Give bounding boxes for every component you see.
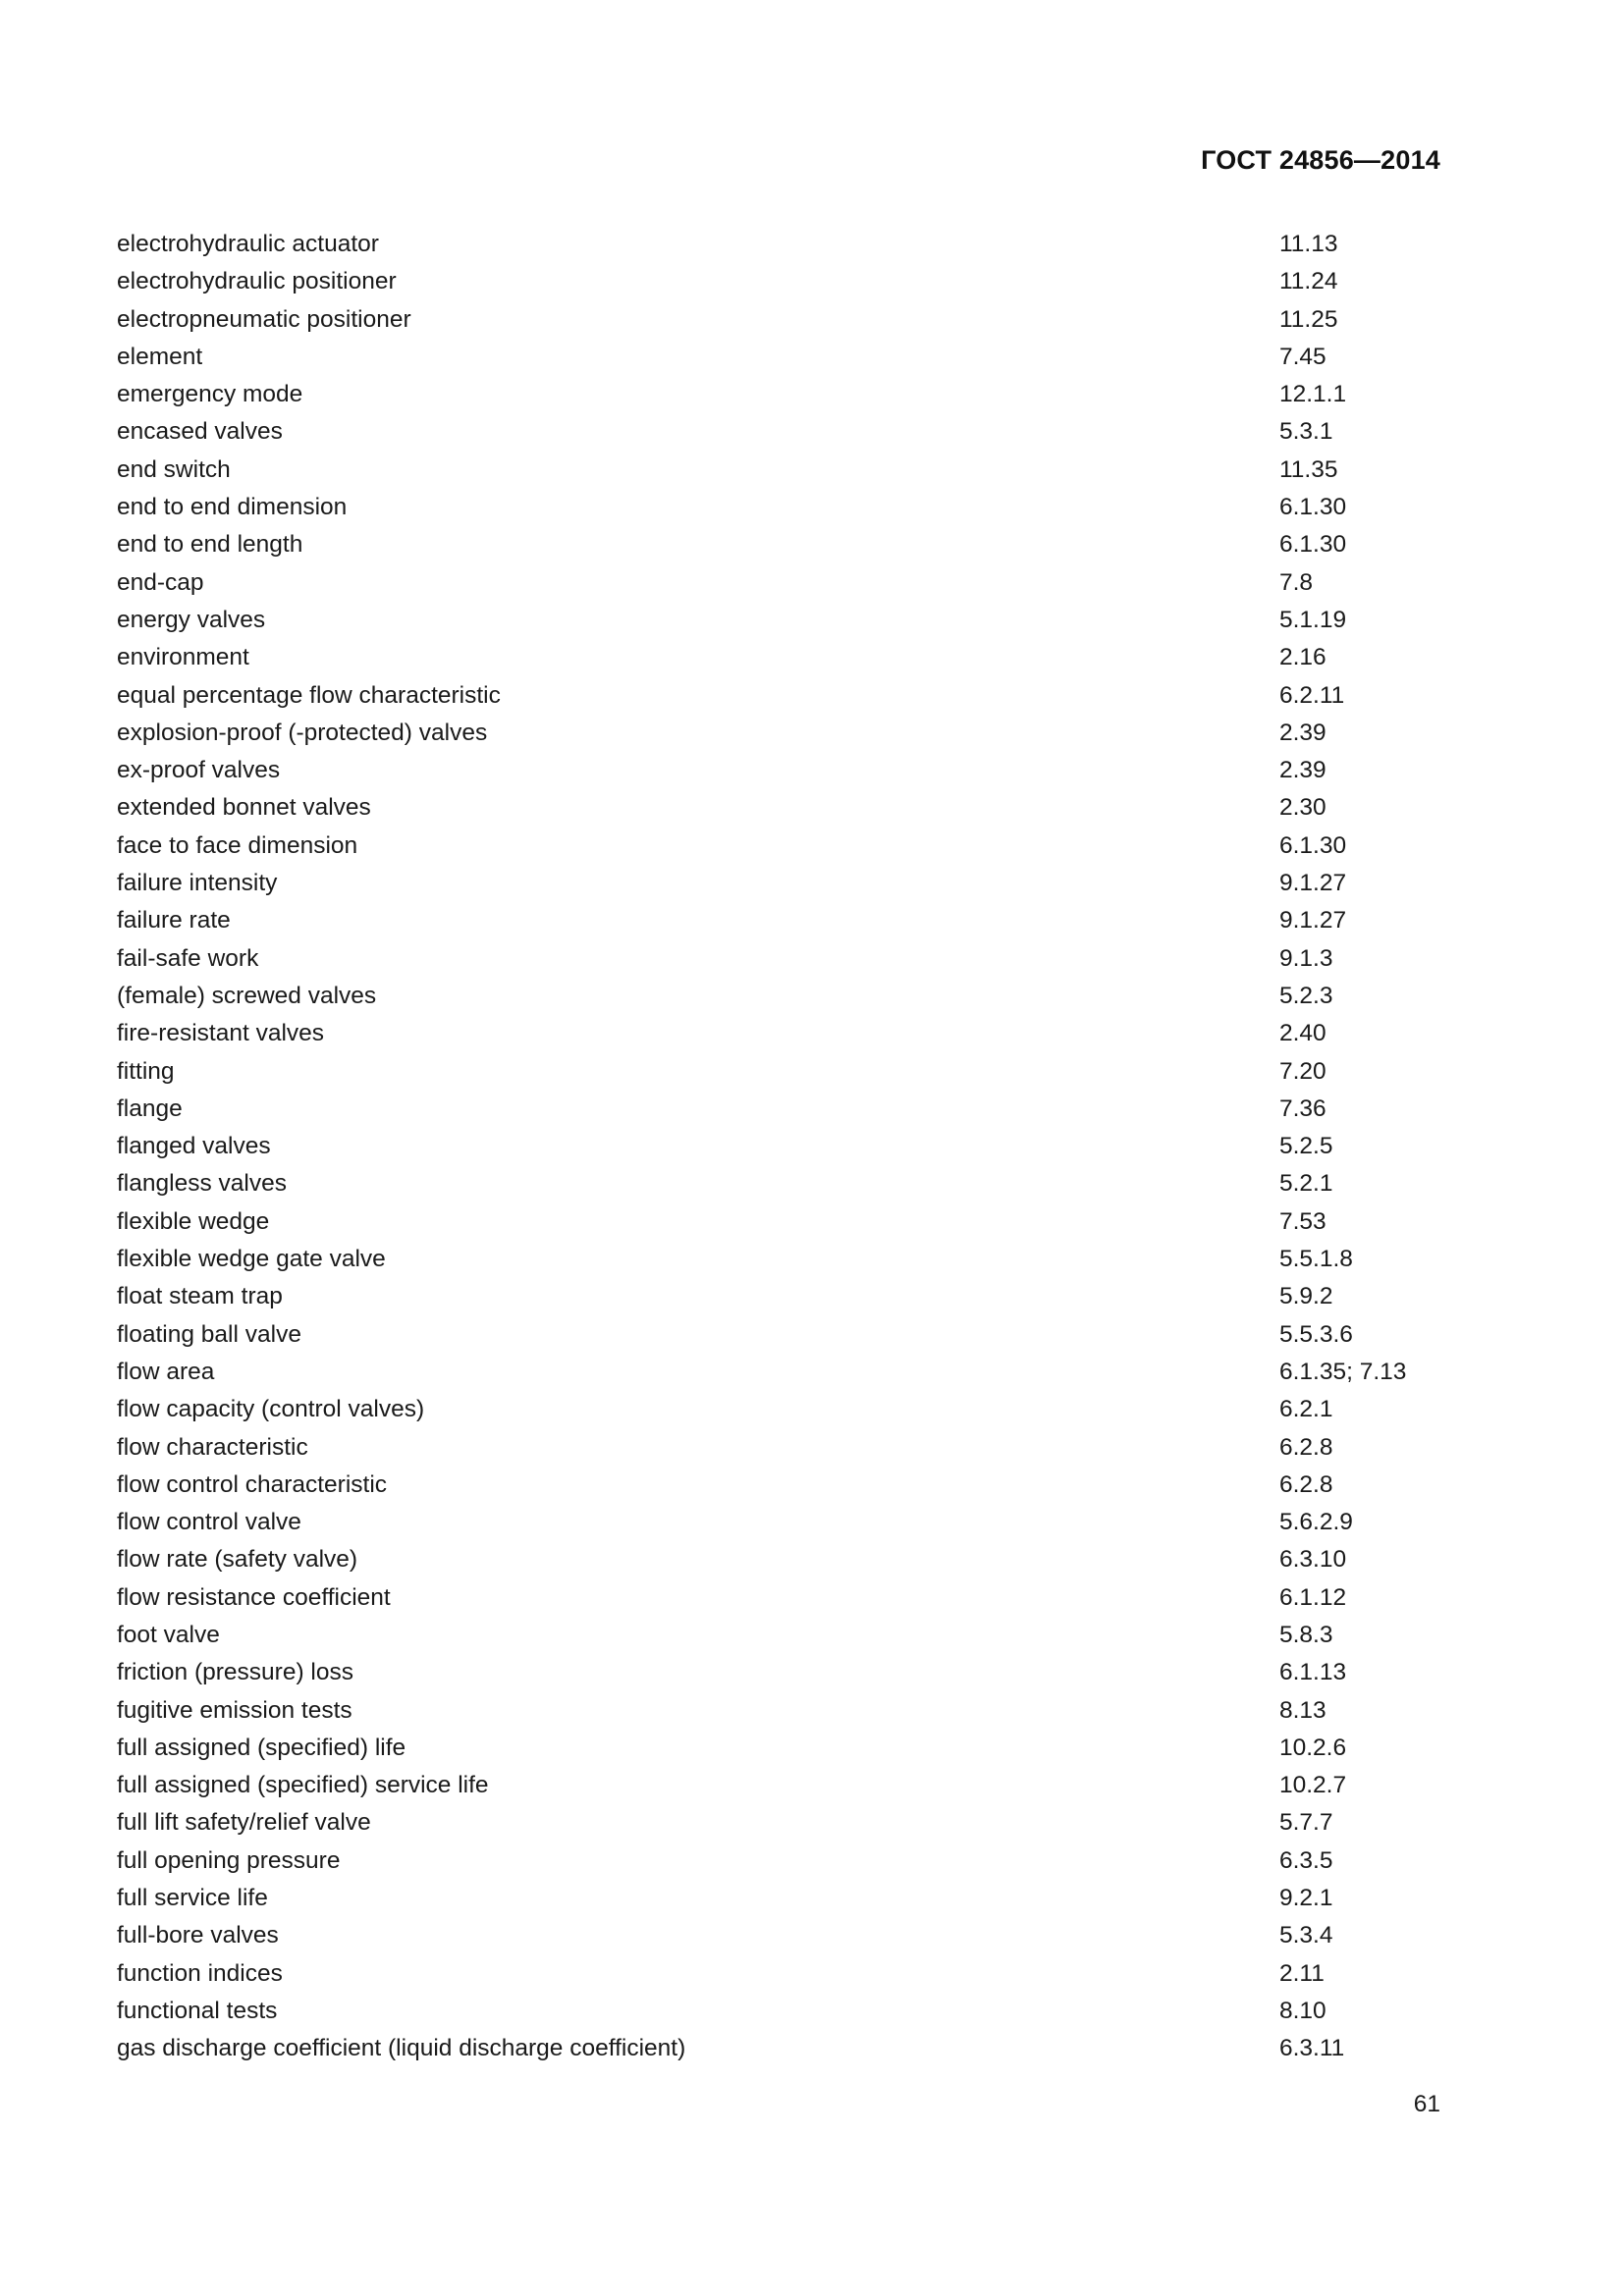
index-entry	[117, 1241, 1452, 1278]
index-term: gas discharge coefficient (liquid discharge coefficient)	[117, 2035, 686, 2062]
index-reference: 6.1.13	[1279, 1659, 1347, 1686]
index-entry	[117, 263, 1452, 300]
index-term: fitting	[117, 1057, 175, 1085]
index-reference: 6.3.11	[1279, 2035, 1345, 2062]
index-entry	[117, 1165, 1452, 1202]
index-reference: 6.1.12	[1279, 1583, 1347, 1611]
index-reference: 11.35	[1279, 455, 1338, 483]
index-entry	[117, 1617, 1452, 1654]
index-reference: 9.1.27	[1279, 870, 1347, 897]
index-term: equal percentage flow characteristic	[117, 681, 501, 709]
index-reference: 6.1.30	[1279, 831, 1347, 859]
index-entry	[117, 1504, 1452, 1541]
index-term: flow characteristic	[117, 1433, 308, 1461]
index-entry	[117, 1880, 1452, 1917]
index-entry	[117, 1354, 1452, 1391]
index-term: flangless valves	[117, 1170, 287, 1198]
index-term: environment	[117, 644, 249, 671]
index-reference: 5.1.19	[1279, 606, 1347, 633]
index-entry	[117, 1128, 1452, 1165]
index-reference: 11.13	[1279, 231, 1338, 257]
index-term: end switch	[117, 455, 231, 483]
index-reference: 5.2.3	[1279, 982, 1333, 1009]
index-entry	[117, 1579, 1452, 1617]
index-term: encased valves	[117, 418, 283, 446]
index-term: full assigned (specified) service life	[117, 1772, 489, 1799]
index-entry	[117, 902, 1452, 939]
index-entry	[117, 526, 1452, 563]
index-term: full lift safety/relief valve	[117, 1809, 371, 1837]
standard-header: ГОСТ 24856—2014	[1201, 145, 1440, 175]
index-reference: 5.6.2.9	[1279, 1509, 1353, 1536]
index-entry	[117, 226, 1452, 263]
index-reference: 5.2.1	[1279, 1170, 1333, 1198]
index-reference: 6.1.35; 7.13	[1279, 1358, 1407, 1385]
index-reference: 6.3.10	[1279, 1546, 1347, 1574]
index-entry	[117, 489, 1452, 526]
index-reference: 10.2.6	[1279, 1734, 1347, 1761]
index-term: friction (pressure) loss	[117, 1659, 353, 1686]
index-entry	[117, 1730, 1452, 1767]
index-entry	[117, 564, 1452, 602]
index-term: end-cap	[117, 568, 204, 596]
index-reference: 7.45	[1279, 343, 1326, 370]
index-term: electropneumatic positioner	[117, 305, 411, 333]
index-entry	[117, 339, 1452, 376]
index-entry	[117, 1692, 1452, 1730]
index-entry	[117, 639, 1452, 676]
index-entry	[117, 1654, 1452, 1691]
index-term: flow control characteristic	[117, 1470, 388, 1498]
index-reference: 2.30	[1279, 794, 1326, 822]
index-reference: 6.2.11	[1279, 681, 1345, 709]
index-entry	[117, 1955, 1452, 1993]
index-term: explosion-proof (-protected) valves	[117, 719, 488, 746]
index-term: flexible wedge gate valve	[117, 1246, 386, 1273]
index-entry	[117, 865, 1452, 902]
index-reference: 8.13	[1279, 1696, 1326, 1724]
index-term: full assigned (specified) life	[117, 1734, 406, 1761]
index-term: element	[117, 343, 203, 370]
index-entry	[117, 452, 1452, 489]
index-entry	[117, 940, 1452, 978]
index-entry	[117, 1053, 1452, 1091]
index-reference: 6.2.8	[1279, 1433, 1333, 1461]
index-reference: 5.9.2	[1279, 1283, 1333, 1310]
index-entry	[117, 301, 1452, 339]
index-reference: 6.2.8	[1279, 1470, 1333, 1498]
index-term: full service life	[117, 1885, 268, 1912]
index-entry	[117, 1015, 1452, 1052]
index-entry	[117, 376, 1452, 413]
index-entry	[117, 1429, 1452, 1467]
index-reference: 9.2.1	[1279, 1885, 1333, 1912]
index-term: fail-safe work	[117, 944, 259, 972]
index-term: fire-resistant valves	[117, 1020, 325, 1047]
index-term: emergency mode	[117, 381, 303, 408]
index-reference: 12.1.1	[1279, 381, 1347, 408]
index-entry	[117, 1804, 1452, 1842]
index-reference: 9.1.27	[1279, 907, 1347, 934]
index-entry	[117, 1993, 1452, 2030]
index-term: electrohydraulic positioner	[117, 268, 397, 295]
index-reference: 6.1.30	[1279, 531, 1347, 559]
index-entry	[117, 828, 1452, 865]
index-term: float steam trap	[117, 1283, 283, 1310]
index-reference: 5.5.1.8	[1279, 1246, 1353, 1273]
index-entry	[117, 1767, 1452, 1804]
index-term: flexible wedge	[117, 1207, 270, 1235]
index-reference: 5.7.7	[1279, 1809, 1333, 1837]
index-term: flow capacity (control valves)	[117, 1396, 425, 1423]
index-reference: 2.11	[1279, 1959, 1325, 1987]
index-reference: 5.3.4	[1279, 1922, 1333, 1949]
index-entry	[117, 1091, 1452, 1128]
index-term: face to face dimension	[117, 831, 358, 859]
index-reference: 7.8	[1279, 568, 1314, 596]
index-term: flow resistance coefficient	[117, 1583, 391, 1611]
index-entry	[117, 413, 1452, 451]
index-reference: 11.24	[1279, 268, 1338, 295]
index-term: failure intensity	[117, 870, 278, 897]
index-entry	[117, 1842, 1452, 1880]
term-index-list	[117, 226, 1452, 2068]
index-reference: 11.25	[1279, 305, 1338, 333]
index-entry	[117, 1917, 1452, 1954]
index-entry	[117, 2030, 1452, 2067]
index-term: flow control valve	[117, 1509, 301, 1536]
index-entry	[117, 1467, 1452, 1504]
index-term: failure rate	[117, 907, 231, 934]
index-entry	[117, 715, 1452, 752]
index-term: end to end length	[117, 531, 303, 559]
index-entry	[117, 789, 1452, 827]
index-reference: 9.1.3	[1279, 944, 1333, 972]
index-term: function indices	[117, 1959, 283, 1987]
index-term: floating ball valve	[117, 1320, 301, 1348]
index-reference: 6.2.1	[1279, 1396, 1333, 1423]
index-entry	[117, 1203, 1452, 1241]
index-term: flange	[117, 1095, 183, 1122]
index-reference: 5.8.3	[1279, 1621, 1333, 1648]
index-entry	[117, 978, 1452, 1015]
index-reference: 7.53	[1279, 1207, 1326, 1235]
index-term: full-bore valves	[117, 1922, 279, 1949]
index-term: (female) screwed valves	[117, 982, 377, 1009]
index-reference: 7.36	[1279, 1095, 1326, 1122]
index-reference: 5.3.1	[1279, 418, 1333, 446]
index-entry	[117, 752, 1452, 789]
index-reference: 6.3.5	[1279, 1846, 1333, 1874]
index-reference: 2.40	[1279, 1020, 1326, 1047]
index-reference: 6.1.30	[1279, 494, 1347, 521]
index-entry	[117, 1391, 1452, 1428]
index-term: flanged valves	[117, 1133, 271, 1160]
index-term: foot valve	[117, 1621, 220, 1648]
index-term: full opening pressure	[117, 1846, 341, 1874]
index-term: fugitive emission tests	[117, 1696, 352, 1724]
index-entry	[117, 677, 1452, 715]
index-reference: 2.16	[1279, 644, 1326, 671]
index-term: ex-proof valves	[117, 757, 281, 784]
index-term: functional tests	[117, 1997, 278, 2024]
index-entry	[117, 1278, 1452, 1315]
index-entry	[117, 602, 1452, 639]
index-reference: 7.20	[1279, 1057, 1326, 1085]
index-entry	[117, 1541, 1452, 1578]
index-reference: 10.2.7	[1279, 1772, 1347, 1799]
index-term: flow rate (safety valve)	[117, 1546, 358, 1574]
index-term: end to end dimension	[117, 494, 348, 521]
index-reference: 8.10	[1279, 1997, 1326, 2024]
index-entry	[117, 1316, 1452, 1354]
index-term: electrohydraulic actuator	[117, 231, 379, 257]
index-reference: 2.39	[1279, 757, 1326, 784]
index-reference: 5.2.5	[1279, 1133, 1333, 1160]
index-term: extended bonnet valves	[117, 794, 371, 822]
index-reference: 5.5.3.6	[1279, 1320, 1353, 1348]
index-term: energy valves	[117, 606, 266, 633]
index-term: flow area	[117, 1358, 215, 1385]
page-number: 61	[1413, 2091, 1440, 2117]
index-reference: 2.39	[1279, 719, 1326, 746]
